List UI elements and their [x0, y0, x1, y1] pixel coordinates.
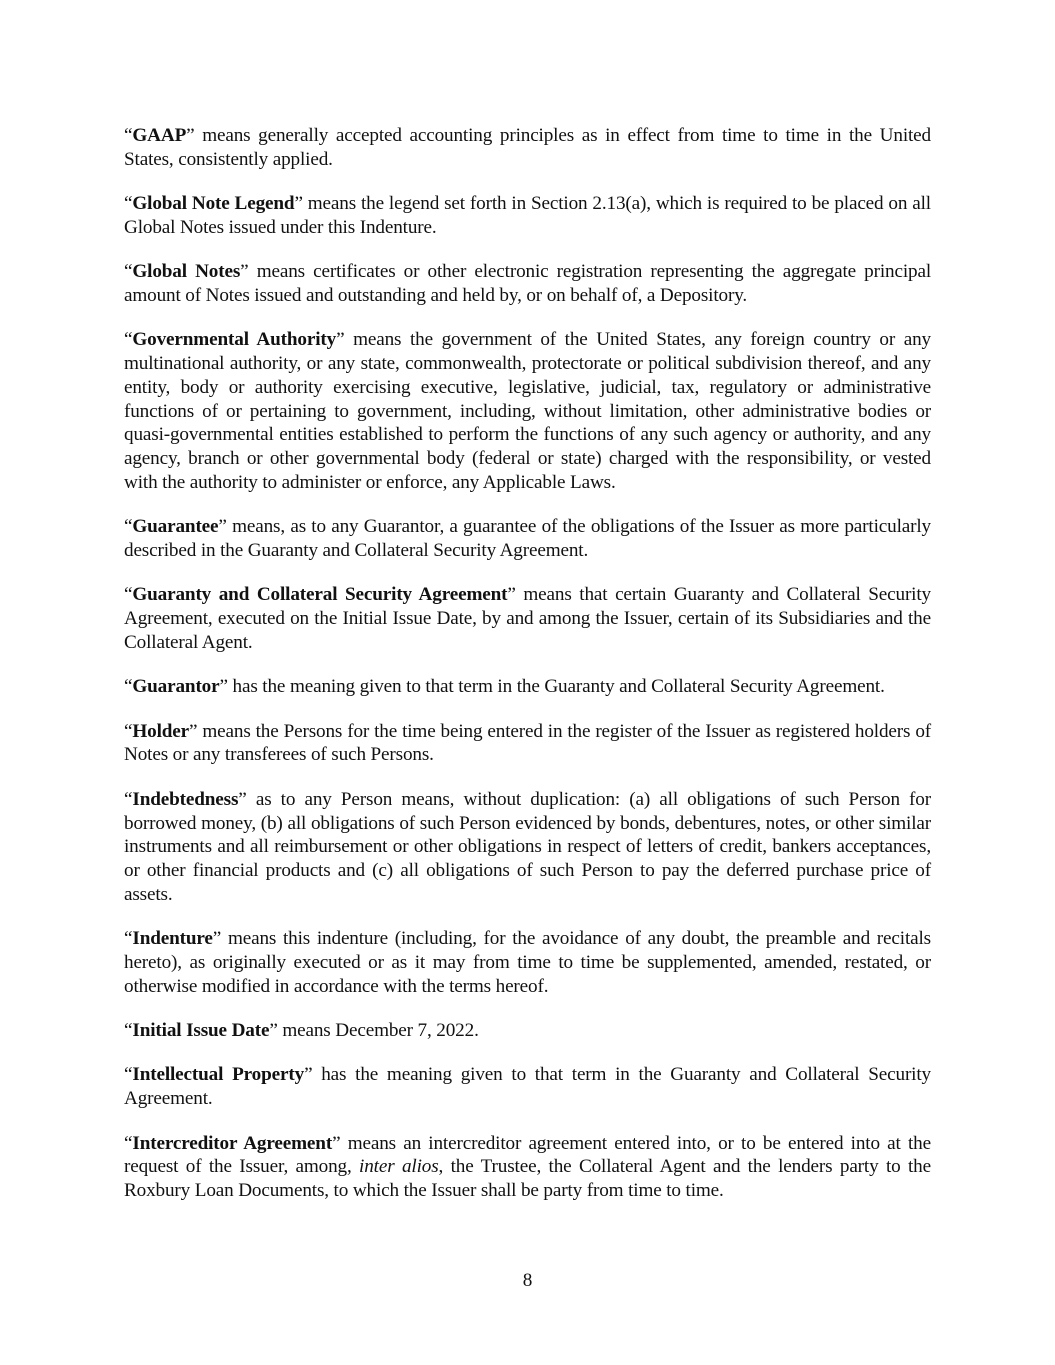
definition-holder: [124, 720, 931, 768]
close-quote: ”: [304, 1064, 313, 1086]
definition-global-note-legend: [124, 192, 931, 240]
definition-guarantee: [124, 515, 931, 563]
defined-term: Intellectual Property: [132, 1064, 305, 1086]
open-quote: “: [124, 928, 133, 950]
definition-text: has the meaning given to that term in the Guaranty and Collateral Security Agreement.: [232, 676, 885, 698]
defined-term: Indebtedness: [132, 788, 239, 810]
defined-term: Global Note Legend: [132, 193, 295, 215]
open-quote: “: [124, 584, 133, 606]
definition-intercreditor-agreement: [124, 1132, 931, 1203]
definition-text: means certificates or other electronic registration representing the aggregate principal amount of Notes issued and outstanding and held by, or on behalf of, a Depository.: [124, 261, 932, 306]
definition-text: means the Persons for the time being entered in the register of the Issuer as registered holders of Notes or any transferees of such Persons.: [124, 720, 931, 766]
defined-term: GAAP: [132, 125, 187, 146]
close-quote: ”: [294, 193, 303, 215]
open-quote: “: [124, 1064, 133, 1086]
defined-term: Global Notes: [132, 261, 241, 283]
close-quote: ”: [219, 676, 228, 698]
open-quote: “: [124, 720, 133, 742]
defined-term: Holder: [132, 720, 190, 742]
close-quote: ”: [218, 516, 227, 538]
definition-text: has the meaning given to that term in the Guaranty and Collateral Security Agreement.: [124, 1064, 931, 1110]
open-quote: “: [124, 1020, 133, 1042]
definition-text: means the government of the United States, any foreign country or any multinational authority, or any state, commonwealth, protectorate or political subdivision thereof, and any entity, body or authority exercising executive, legislative, judicial, tax, regulatory or administrative functions of or pertaining to government, including, without limitation, other administrative bodies or quasi-governmental entities established to perform the functions of any such agency or authority, and any agency, branch or other governmental body (federal or state) charged with the responsibility, or vested with the authority to administer or enforce, any Applicable Laws.: [124, 329, 931, 494]
defined-term: Governmental Authority: [132, 329, 337, 351]
close-quote: ”: [186, 125, 195, 146]
defined-term: Initial Issue Date: [132, 1020, 270, 1042]
definition-text: as to any Person means, without duplication: (a) all obligations of such Person for borrowed money, (b) all obligations of such Person evidenced by bonds, debentures, notes, or other similar instruments and all reimbursement or other obligations in respect of letters of credit, bankers acceptances, or other financial products and (c) all obligations of such Person to pay the deferred purchase price of assets.: [124, 788, 931, 905]
open-quote: “: [124, 1132, 133, 1154]
close-quote: ”: [240, 261, 249, 283]
definition-initial-issue-date: [124, 1019, 931, 1043]
definition-text: means the legend set forth in Section 2.13(a), which is required to be placed on all Global Notes issued under this Indenture.: [124, 193, 931, 238]
definition-text-continued: , the Trustee, the Collateral Agent and the lenders party to the Roxbury Loan Documents, to which the Issuer shall be party from time to time.: [124, 1156, 931, 1202]
defined-term: Guarantee: [132, 516, 219, 538]
close-quote: ”: [238, 788, 247, 810]
definition-guarantor: [124, 675, 931, 699]
latin-phrase: inter alios: [359, 1156, 439, 1178]
open-quote: “: [124, 516, 133, 538]
defined-term: Intercreditor Agreement: [132, 1132, 333, 1154]
definition-indebtedness: [124, 788, 931, 907]
open-quote: “: [124, 193, 133, 215]
defined-term: Indenture: [132, 928, 213, 950]
close-quote: ”: [189, 720, 198, 742]
definition-indenture: [124, 927, 931, 998]
open-quote: “: [124, 676, 133, 698]
definition-governmental-authority: [124, 328, 931, 495]
page-number: 8: [522, 1270, 533, 1291]
document-page: [124, 124, 931, 1223]
close-quote: ”: [332, 1132, 341, 1154]
open-quote: “: [124, 788, 133, 810]
defined-term: Guaranty and Collateral Security Agreement: [132, 584, 508, 606]
open-quote: “: [124, 125, 133, 146]
open-quote: “: [124, 261, 133, 283]
definition-global-notes: [124, 260, 931, 308]
definition-intellectual-property: [124, 1063, 931, 1111]
definition-gaap: [124, 124, 931, 172]
close-quote: ”: [336, 329, 345, 351]
defined-term: Guarantor: [132, 676, 220, 698]
close-quote: ”: [212, 928, 222, 950]
definition-guaranty-and-collateral-security-agreement: [124, 583, 931, 654]
close-quote: ”: [269, 1020, 278, 1042]
open-quote: “: [124, 329, 133, 351]
definition-text: means December 7, 2022.: [282, 1020, 479, 1042]
definition-text: means an intercreditor agreement entered into, or to be entered into at the request of the Issuer, among,: [124, 1132, 931, 1178]
definition-text: means this indenture (including, for the avoidance of any doubt, the preamble and recitals hereto), as originally executed or as it may from time to time be supplemented, amended, restated, or otherwise modified in accordance with the terms hereof.: [124, 928, 931, 997]
definition-text: means, as to any Guarantor, a guarantee of the obligations of the Issuer as more particularly described in the Guaranty and Collateral Security Agreement.: [124, 516, 931, 562]
definition-text: means that certain Guaranty and Collateral Security Agreement, executed on the Initial Issue Date, by and among the Issuer, certain of its Subsidiaries and the Collateral Agent.: [124, 584, 931, 654]
definition-text: means generally accepted accounting principles as in effect from time to time in the United States, consistently applied.: [124, 125, 931, 170]
close-quote: ”: [507, 584, 516, 606]
